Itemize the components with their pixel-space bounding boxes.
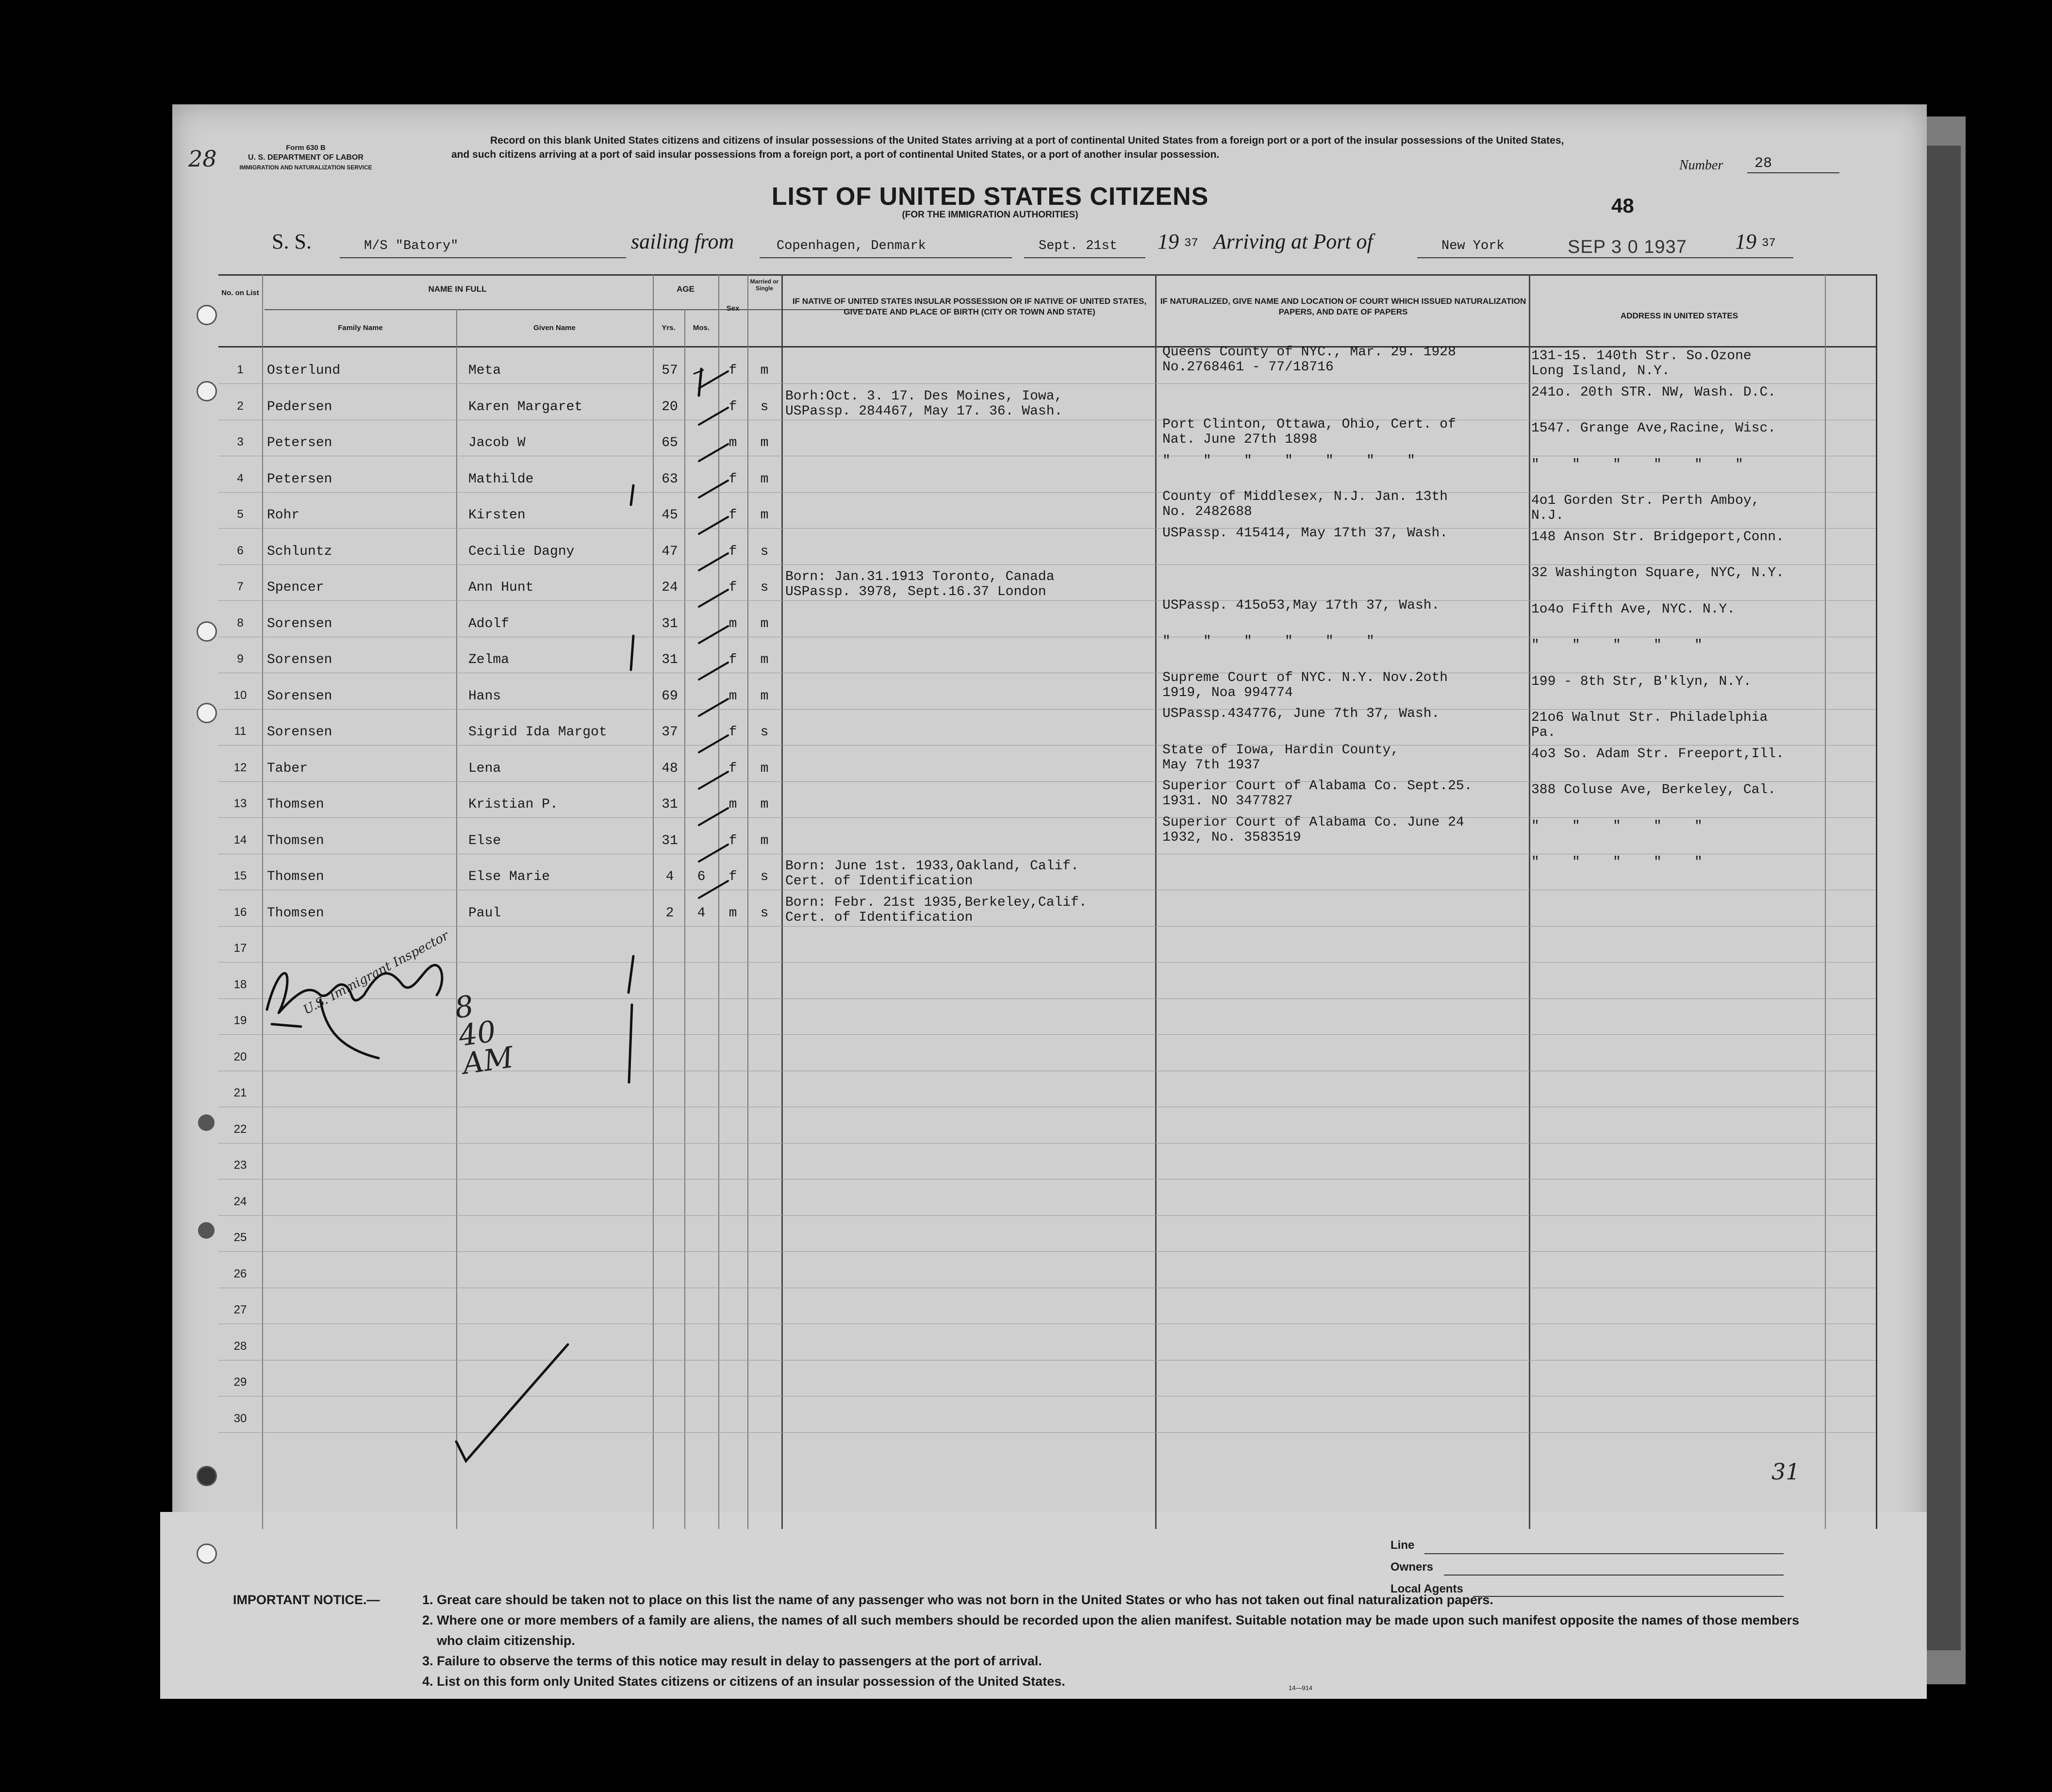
col-given: Given Name <box>533 324 576 332</box>
col-yrs: Yrs. <box>662 324 676 332</box>
col-no: No. on List <box>221 289 259 297</box>
cell-yrs: 57 <box>662 363 678 378</box>
col-family: Family Name <box>338 324 383 332</box>
cell-given: Ann Hunt <box>468 580 534 595</box>
cell-sex: m <box>728 797 737 812</box>
name-header-rule <box>265 309 871 310</box>
cell-nat: USPassp.434776, June 7th 37, Wash. <box>1162 706 1440 721</box>
row-number: 19 <box>233 1014 247 1027</box>
cell-ms: m <box>760 797 769 812</box>
col-name-full: NAME IN FULL <box>428 284 487 294</box>
row-number: 4 <box>237 471 244 485</box>
arrival-port: New York <box>1441 239 1505 253</box>
cell-birth: Born: Jan.31.1913 Toronto, Canada USPassp. 3978, Sept.16.37 London <box>785 569 1055 599</box>
cell-yrs: 31 <box>662 797 678 812</box>
row-number: 8 <box>237 616 244 630</box>
cell-family: Petersen <box>267 471 332 487</box>
cell-family: Rohr <box>267 508 300 523</box>
notice-item-4: 4. List on this form only United States citizens or citizens of an insular possession of the United States. <box>422 1674 1065 1689</box>
inspector-signature <box>257 951 461 1078</box>
cell-family: Thomsen <box>267 869 324 884</box>
cell-sex: m <box>728 435 737 450</box>
important-notice <box>233 1590 1815 1692</box>
cell-family: Sorensen <box>267 652 332 667</box>
cell-addr: 1547. Grange Ave,Racine, Wisc. <box>1531 421 1776 436</box>
cell-given: Adolf <box>468 616 510 631</box>
owners-label: Owners <box>1390 1560 1434 1574</box>
cell-sex: f <box>728 725 737 740</box>
cell-addr: 131-15. 140th Str. So.Ozone Long Island, N.Y. <box>1531 348 1752 379</box>
cell-given: Lena <box>468 761 501 776</box>
cell-ms: m <box>760 508 769 523</box>
col-mos: Mos. <box>693 324 710 332</box>
cell-sex: f <box>728 761 737 776</box>
col-naturalized: IF NATURALIZED, GIVE NAME AND LOCATION OF COURT WHICH ISSUED NATURALIZATION PAPERS, AND DATE OF PAPERS <box>1160 297 1526 316</box>
cell-nat: USPassp. 415o53,May 17th 37, Wash. <box>1162 597 1440 613</box>
cell-given: Sigrid Ida Margot <box>468 725 607 740</box>
cell-nat: Supreme Court of NYC. N.Y. Nov.2oth 1919, Noa 994774 <box>1162 670 1448 700</box>
row-number: 9 <box>237 652 244 665</box>
cell-given: Else Marie <box>468 869 550 884</box>
cell-nat: Superior Court of Alabama Co. Sept.25. 1931. NO 3477827 <box>1162 779 1473 809</box>
cell-ms: s <box>760 399 769 415</box>
row-number: 18 <box>233 978 247 991</box>
line-label: Line <box>1390 1539 1415 1552</box>
number-underline <box>1747 172 1839 173</box>
cell-ms: m <box>760 833 769 848</box>
cell-given: Paul <box>468 905 501 921</box>
page-subtitle: (FOR THE IMMIGRATION AUTHORITIES) <box>902 210 1078 220</box>
cell-nat: " " " " " " <box>1162 634 1374 649</box>
cell-yrs: 47 <box>662 544 678 559</box>
cell-family: Thomsen <box>267 905 324 921</box>
cell-sex: f <box>728 869 737 884</box>
cell-addr: 32 Washington Square, NYC, N.Y. <box>1531 565 1784 581</box>
cell-addr: 4o3 So. Adam Str. Freeport,Ill. <box>1531 746 1784 762</box>
cell-yrs: 65 <box>662 435 678 450</box>
cell-given: Mathilde <box>468 471 534 487</box>
cell-birth: Borh:Oct. 3. 17. Des Moines, Iowa, USPassp. 284467, May 17. 36. Wash. <box>785 388 1063 419</box>
cell-sex: f <box>728 652 737 667</box>
row-number: 27 <box>233 1303 247 1316</box>
cell-ms: m <box>760 435 769 450</box>
cell-family: Thomsen <box>267 833 324 848</box>
arrival-time-note: 8 40 AM <box>452 989 516 1081</box>
number-value: 28 <box>1754 155 1772 172</box>
cell-addr: 148 Anson Str. Bridgeport,Conn. <box>1531 529 1784 545</box>
owners-underline <box>1444 1575 1784 1576</box>
cell-addr: " " " " " " <box>1531 457 1743 472</box>
cell-given: Kirsten <box>468 508 526 523</box>
row-number: 1 <box>237 363 244 376</box>
cell-family: Taber <box>267 761 308 776</box>
cell-addr: " " " " " <box>1531 638 1703 653</box>
binding-hole <box>197 1543 217 1564</box>
binding-hole <box>197 703 217 723</box>
intro-text: Record on this blank United States citizens and citizens of insular possessions of the United States arriving at a port of continental United States from a foreign port or a port of the insular possessions of the United States, and such citizens arriving at a port of said insular possessions from a foreign port, a port of continental United States, or a port of another insular possession. <box>451 135 1564 160</box>
ship-underline <box>340 257 626 258</box>
cell-family: Spencer <box>267 580 324 595</box>
cell-ms: s <box>760 905 769 921</box>
row-number: 10 <box>233 688 247 702</box>
number-label: Number <box>1679 158 1723 173</box>
cell-addr: 1o4o Fifth Ave, NYC. N.Y. <box>1531 601 1736 617</box>
row-number: 24 <box>233 1195 247 1208</box>
binding-hole <box>197 305 217 325</box>
cell-sex: f <box>728 508 737 523</box>
cell-ms: s <box>760 544 769 559</box>
cell-mos: 6 <box>697 869 706 884</box>
year-underline <box>1759 257 1793 258</box>
cell-yrs: 4 <box>665 869 674 884</box>
cell-yrs: 2 <box>665 905 674 921</box>
cell-ms: m <box>760 471 769 487</box>
cell-given: Jacob W <box>468 435 526 450</box>
cell-given: Meta <box>468 363 501 378</box>
cell-family: Osterlund <box>267 363 341 378</box>
cell-addr: 199 - 8th Str, B'klyn, N.Y. <box>1531 674 1752 689</box>
binding-hole <box>198 1222 215 1239</box>
line-underline <box>1424 1553 1784 1554</box>
row-number: 26 <box>233 1267 247 1280</box>
cell-sex: f <box>728 471 737 487</box>
cell-addr: 388 Coluse Ave, Berkeley, Cal. <box>1531 782 1776 797</box>
cell-yrs: 48 <box>662 761 678 776</box>
cell-family: Thomsen <box>267 797 324 812</box>
from-underline <box>760 257 1012 258</box>
from-port: Copenhagen, Denmark <box>777 239 926 253</box>
cell-ms: m <box>760 616 769 631</box>
row-number: 17 <box>233 942 247 955</box>
cell-family: Pedersen <box>267 399 332 415</box>
cell-sex: f <box>728 580 737 595</box>
cell-ms: m <box>760 688 769 704</box>
cell-given: Hans <box>468 688 501 704</box>
cell-ms: m <box>760 761 769 776</box>
cell-nat: State of Iowa, Hardin County, May 7th 1937 <box>1162 742 1399 773</box>
cell-ms: s <box>760 580 769 595</box>
cell-given: Cecilie Dagny <box>468 544 575 559</box>
row-number: 12 <box>233 761 247 774</box>
row-number: 15 <box>233 869 247 882</box>
cell-sex: f <box>728 363 737 378</box>
col-address: ADDRESS IN UNITED STATES <box>1620 311 1738 320</box>
cell-sex: f <box>728 399 737 415</box>
cell-ms: m <box>760 652 769 667</box>
row-number: 28 <box>233 1339 247 1353</box>
binding-hole <box>197 621 217 642</box>
cell-given: Zelma <box>468 652 510 667</box>
notice-lead: IMPORTANT NOTICE.— <box>233 1593 380 1607</box>
corner-mark: 28 <box>188 146 217 172</box>
year-prefix-1: 19 <box>1158 230 1179 253</box>
cell-yrs: 24 <box>662 580 678 595</box>
cell-addr: 21o6 Walnut Str. Philadelphia Pa. <box>1531 710 1768 740</box>
notice-item-1: 1. Great care should be taken not to place on this list the name of any passenger who was not born in the United States or who has not taken out final naturalization papers. <box>422 1593 1493 1607</box>
binding-hole <box>198 1114 215 1131</box>
notice-item-3: 3. Failure to observe the terms of this notice may result in delay to passengers at the port of arrival. <box>422 1654 1042 1668</box>
row-number: 3 <box>237 435 244 448</box>
cell-nat: Superior Court of Alabama Co. June 24 1932, No. 3583519 <box>1162 814 1464 845</box>
cell-addr: 4o1 Gorden Str. Perth Amboy, N.J. <box>1531 493 1760 523</box>
arriving-label: Arriving at Port of <box>1213 230 1373 253</box>
cell-yrs: 31 <box>662 833 678 848</box>
col-birth: IF NATIVE OF UNITED STATES INSULAR POSSESSION OR IF NATIVE OF UNITED STATES, GIVE DATE AND PLACE OF BIRTH (CITY OR TOWN AND STATE) <box>792 297 1147 316</box>
col-divider <box>1876 274 1877 1529</box>
cell-given: Karen Margaret <box>468 399 583 415</box>
row-number: 13 <box>233 797 247 810</box>
depart-year: 37 <box>1184 237 1198 250</box>
ship-name: M/S "Batory" <box>364 239 459 253</box>
cell-family: Petersen <box>267 435 332 450</box>
binding-hole <box>197 381 217 401</box>
row-number: 25 <box>233 1231 247 1244</box>
row-number: 6 <box>237 544 244 557</box>
row-number: 2 <box>237 399 244 413</box>
row-number: 30 <box>233 1411 247 1425</box>
header-bottom-rule <box>218 346 1876 348</box>
handwritten-tick-marks <box>252 359 704 1466</box>
cell-addr: 241o. 20th STR. NW, Wash. D.C. <box>1531 384 1776 400</box>
page-title: LIST OF UNITED STATES CITIZENS <box>771 183 1209 211</box>
cell-ms: s <box>760 725 769 740</box>
col-married: Married or Single <box>750 278 779 292</box>
cell-family: Sorensen <box>267 616 332 631</box>
cell-birth: Born: June 1st. 1933,Oakland, Calif. Cert. of Identification <box>785 859 1079 889</box>
binding-hole <box>197 1466 217 1486</box>
col-age: AGE <box>677 284 695 294</box>
row-number: 29 <box>233 1376 247 1389</box>
row-number: 14 <box>233 833 247 846</box>
sailing-label: sailing from <box>631 230 734 253</box>
arrival-date-stamp: SEP 3 0 1937 <box>1568 237 1687 257</box>
row-number: 16 <box>233 905 247 919</box>
cell-nat: County of Middlesex, N.J. Jan. 13th No. 2482688 <box>1162 489 1448 519</box>
arrival-year: 37 <box>1762 237 1776 250</box>
cell-nat: USPassp. 415414, May 17th 37, Wash. <box>1162 525 1448 541</box>
cell-family: Sorensen <box>267 688 332 704</box>
form-number: Form 630 B <box>286 144 326 152</box>
col-sex: Sex <box>726 304 740 313</box>
cell-yrs: 20 <box>662 399 678 415</box>
cell-addr: " " " " " <box>1531 818 1703 834</box>
cell-sex: m <box>728 905 737 921</box>
page-mark: 48 <box>1611 194 1634 217</box>
handwritten-page-number: 31 <box>1771 1459 1800 1485</box>
cell-mos: 4 <box>697 905 706 921</box>
cell-nat: " " " " " " " <box>1162 453 1415 468</box>
cell-ms: s <box>760 869 769 884</box>
print-code: 14—914 <box>1289 1684 1313 1692</box>
cell-birth: Born: Febr. 21st 1935,Berkeley,Calif. Cert. of Identification <box>785 895 1087 925</box>
cell-yrs: 63 <box>662 471 678 487</box>
cell-yrs: 69 <box>662 688 678 704</box>
depart-date: Sept. 21st <box>1039 239 1118 253</box>
handwritten-check-column <box>689 362 747 910</box>
row-number: 5 <box>237 508 244 521</box>
cell-sex: f <box>728 544 737 559</box>
form-header <box>209 143 403 172</box>
cell-yrs: 31 <box>662 616 678 631</box>
year-prefix-2: 19 <box>1735 230 1756 253</box>
row-number: 7 <box>237 580 244 593</box>
cell-addr: " " " " " <box>1531 855 1703 870</box>
cell-yrs: 45 <box>662 508 678 523</box>
row-number: 20 <box>233 1050 247 1063</box>
cell-sex: m <box>728 616 737 631</box>
cell-sex: m <box>728 688 737 704</box>
department-name: U. S. DEPARTMENT OF LABOR <box>248 153 364 162</box>
cell-given: Kristian P. <box>468 797 558 812</box>
cell-nat: Queens County of NYC., Mar. 29. 1928 No.2768461 - 77/18716 <box>1162 345 1456 375</box>
cell-family: Sorensen <box>267 725 332 740</box>
cell-family: Schluntz <box>267 544 332 559</box>
cell-yrs: 37 <box>662 725 678 740</box>
cell-yrs: 31 <box>662 652 678 667</box>
cell-nat: Port Clinton, Ottawa, Ohio, Cert. of Nat. June 27th 1898 <box>1162 417 1456 447</box>
inspector-title: U.S. Immigrant Inspector <box>301 928 451 1018</box>
row-number: 21 <box>233 1086 247 1099</box>
row-number: 23 <box>233 1159 247 1172</box>
row-number: 22 <box>233 1122 247 1136</box>
cell-given: Else <box>468 833 501 848</box>
ss-label: S. S. <box>272 230 312 253</box>
local-agents-label: Local Agents <box>1390 1582 1463 1595</box>
cell-ms: m <box>760 363 769 378</box>
table-top-rule <box>218 274 1876 276</box>
date-underline <box>1024 257 1145 258</box>
notice-item-2: 2. Where one or more members of a family are aliens, the names of all such members should be recorded upon the alien manifest. Suitable notation may be made upon such manifest opposite the names of those members who claim citizenship. <box>422 1613 1800 1648</box>
service-name: IMMIGRATION AND NATURALIZATION SERVICE <box>239 164 372 171</box>
cell-sex: f <box>728 833 737 848</box>
row-number: 11 <box>234 725 247 738</box>
